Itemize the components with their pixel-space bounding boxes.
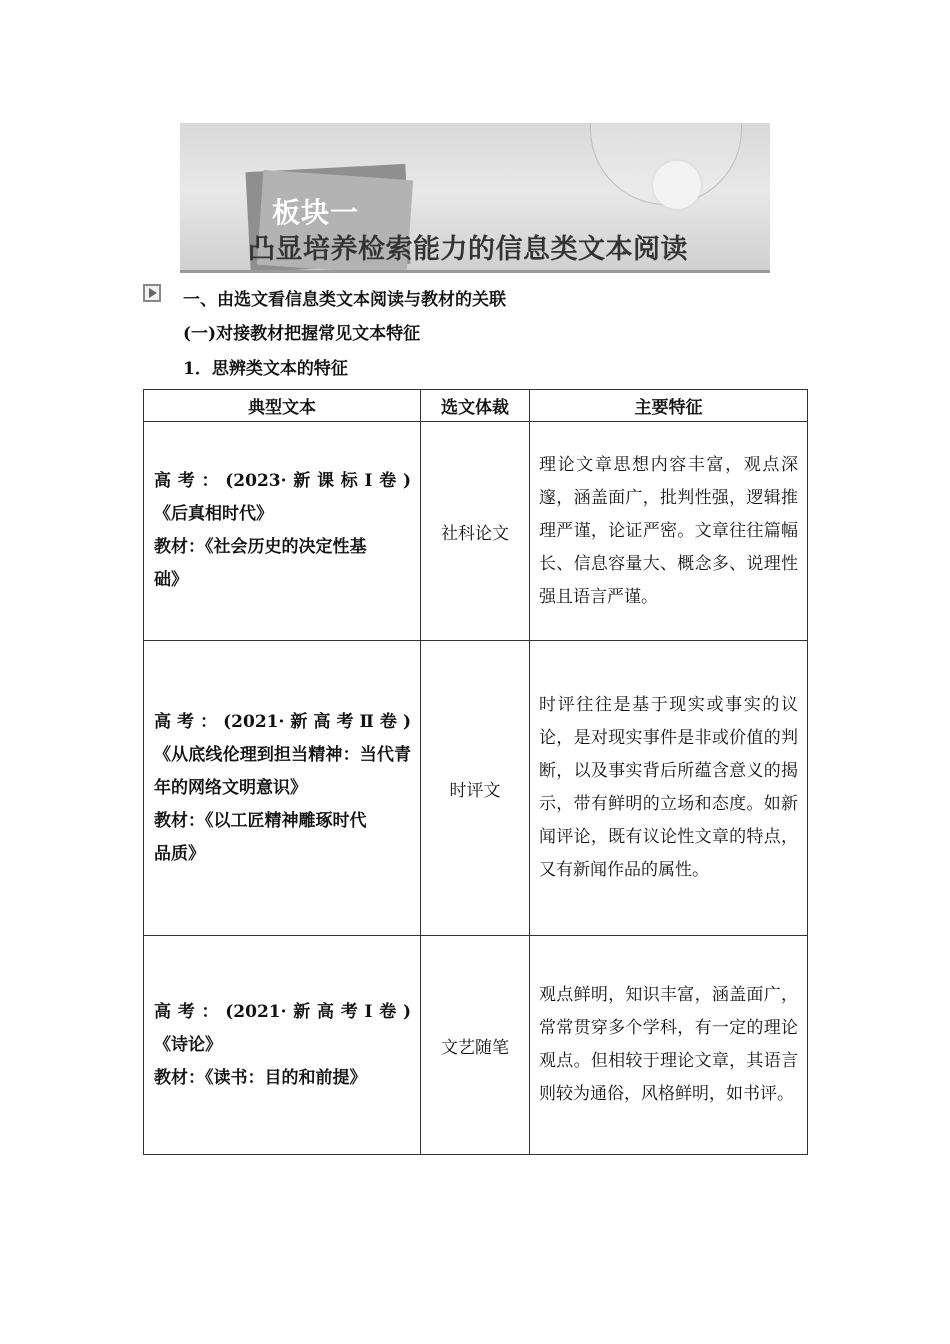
typical-text-cell [144, 936, 421, 1155]
section-heading: 一、由选文看信息类文本阅读与教材的关联 [183, 290, 506, 310]
genre-cell: 时评文 [421, 641, 530, 936]
header-typical-text: 典型文本 [144, 390, 421, 422]
table-row [144, 641, 808, 936]
textbook-line: 教材：《读书：目的和前提》 [154, 1067, 367, 1088]
exam-title: 《后真相时代》 [154, 504, 273, 524]
features-cell: 时评往往是基于现实或事实的议论，是对现实事件是非或价值的判断，以及事实背后所蕴含意义的揭示，带有鲜明的立场和态度。如新闻评论，既有议论性文章的特点，又有新闻作品的属性。 [530, 641, 808, 936]
textbook-line-cont: 础》 [154, 570, 188, 590]
features-cell: 观点鲜明，知识丰富，涵盖面广，常常贯穿多个学科，有一定的理论观点。但相较于理论文章，其语言则较为通俗，风格鲜明，如书评。 [530, 936, 808, 1155]
subsection-heading: (一)对接教材把握常见文本特征 [183, 324, 421, 344]
exam-line: 高考：(2023·新课标Ⅰ卷) [154, 471, 411, 491]
exam-line: 高考：(2021·新高考Ⅱ卷) [154, 711, 411, 732]
play-icon [143, 284, 161, 302]
textbook-line-cont: 品质》 [154, 843, 205, 864]
table-row [144, 936, 808, 1155]
banner-label: 板块一 [272, 196, 360, 229]
header-features: 主要特征 [530, 390, 808, 422]
genre-cell: 社科论文 [421, 422, 530, 641]
table-header-row [144, 390, 808, 422]
typical-text-cell [144, 422, 421, 641]
item-heading: 1．思辨类文本的特征 [183, 359, 348, 379]
genre-cell: 文艺随笔 [421, 936, 530, 1155]
header-genre: 选文体裁 [421, 390, 530, 422]
exam-title: 《从底线伦理到担当精神：当代青年的网络文明意识》 [154, 744, 411, 798]
features-table [143, 389, 808, 1155]
typical-text-cell [144, 641, 421, 936]
features-cell: 理论文章思想内容丰富，观点深邃，涵盖面广，批判性强，逻辑推理严谨，论证严密。文章往往篇幅长、信息容量大、概念多、说理性强且语言严谨。 [530, 422, 808, 641]
textbook-line: 教材：《社会历史的决定性基 [154, 537, 367, 557]
banner-divider [180, 270, 770, 273]
exam-line: 高考：(2021·新高考Ⅰ卷) [154, 1001, 411, 1022]
decorative-circle-small [653, 161, 701, 209]
banner-title: 凸显培养检索能力的信息类文本阅读 [248, 234, 688, 265]
section-banner [180, 123, 770, 273]
table-row [144, 422, 808, 641]
textbook-line: 教材：《以工匠精神雕琢时代 [154, 810, 367, 831]
exam-title: 《诗论》 [154, 1034, 222, 1055]
